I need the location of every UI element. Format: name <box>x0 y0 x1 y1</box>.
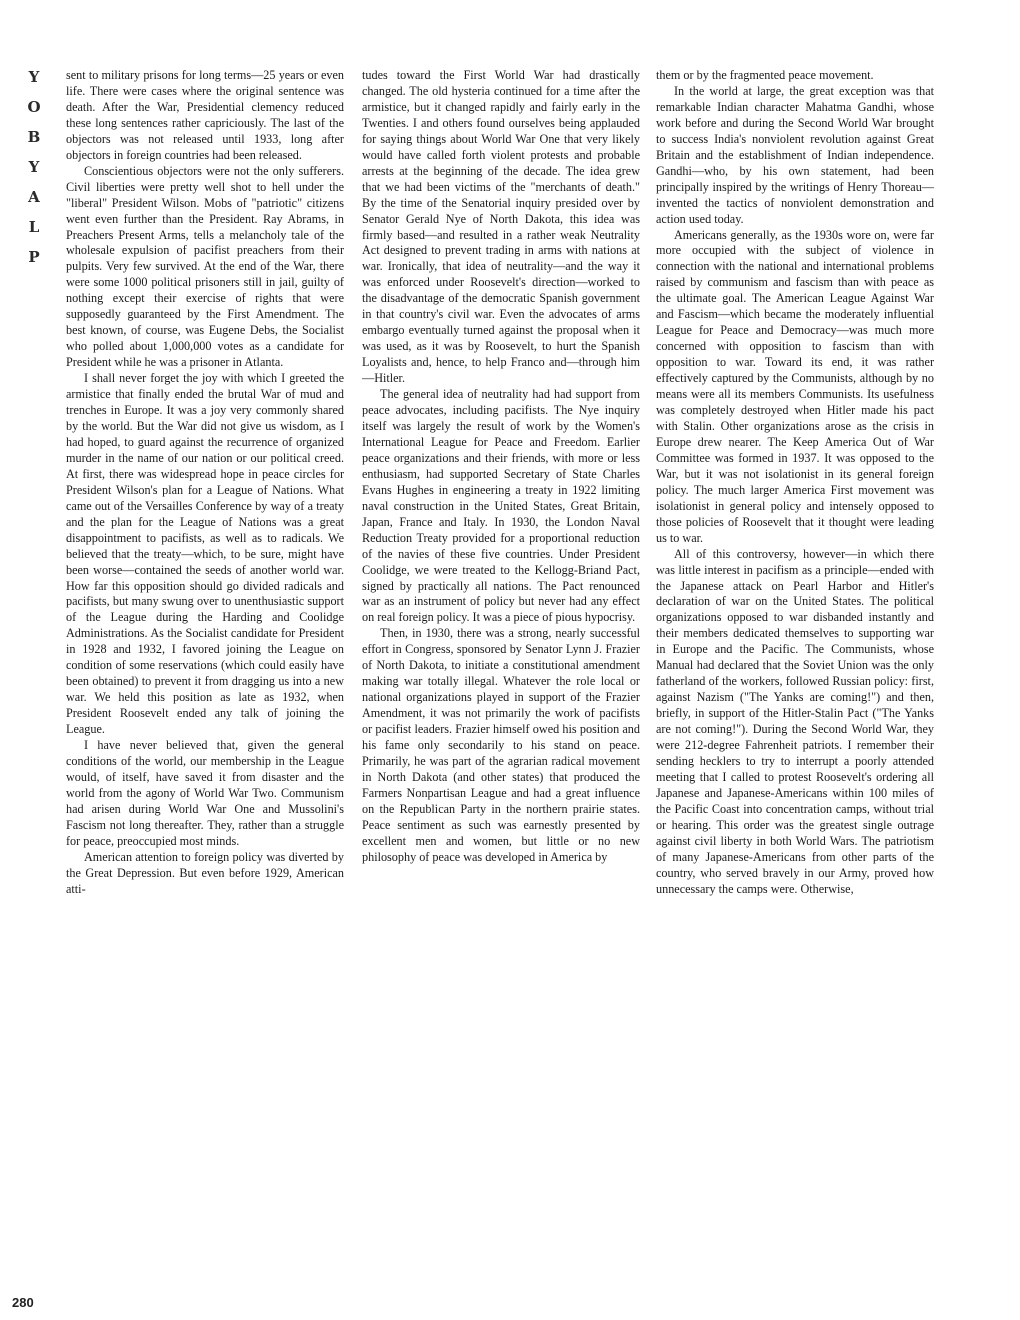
paragraph: American attention to foreign policy was diverted by the Great Depression. But even before 1929, American atti- <box>66 849 344 896</box>
paragraph: Conscientious objectors were not the only sufferers. Civil liberties were pretty well shot to hell under the "liberal" President Wilson. Mobs of "patriotic" citizens went even further than the President. Ray Abrams, in Preachers Present Arms, tells a melancholy tale of the wholesale expulsion of pacifist preachers from their pulpits. Very few survived. At the end of the War, there were some 1000 political prisoners still in jail, guilty of nothing except their exercise of rights that were supposedly guaranteed by the First Amendment. The best known, of course, was Eugene Debs, the Socialist who polled about 1,000,000 votes as a candidate for President while he was a prisoner in Atlanta. <box>66 163 344 370</box>
masthead-letter: B <box>27 128 41 146</box>
masthead-letter: Y <box>28 68 40 86</box>
text-column-1 <box>66 68 344 1308</box>
paragraph: Then, in 1930, there was a strong, nearly successful effort in Congress, sponsored by Senator Lynn J. Frazier of North Dakota, to initiate a constitutional amendment making war totally illegal. Whatever the role local or national organizations played in support of the Frazier Amendment, it was not primarily the work of pacifists or pacifist leaders. Frazier himself owed his position and his fame only secondarily to his stand on peace. Primarily, he was part of the agrarian radical movement in North Dakota (and other states) that produced the Farmers Nonpartisan League and had a great influence on the Republican Party in the northern prairie states. Peace sentiment as such was earnestly presented by excellent men and women, but little or no new philosophy of peace was developed in America by <box>362 626 640 864</box>
magazine-name-vertical <box>24 62 44 272</box>
paragraph: All of this controversy, however—in which there was little interest in pacifism as a principle—ended with the Japanese attack on Pearl Harbor and Hitler's declaration of war on the United States. The political organizations opposed to war disbanded instantly and their members dedicated themselves to supporting war in Europe and the Pacific. The Communists, whose Manual had declared that the Soviet Union was the only fatherland of the workers, followed Russian policy: first, against Nazism ("The Yanks are coming!") and then, briefly, in support of the Hitler-Stalin Pact ("The Yanks are not coming!"). During the Second World War, they were 212-degree Fahrenheit patriots. I remember their sending hecklers to try to interrupt a poorly attended meeting that I called to protest Roosevelt's ordering all Japanese and Japanese-Americans within 100 miles of the Pacific Coast into concentration camps, without trial or hearing. This order was the greatest single outrage against civil liberty in both World Wars. The patriotism of many Japanese-Americans from other parts of the country, who served bravely in our Army, proved how unnecessary the camps were. Otherwise, <box>656 546 934 896</box>
text-column-3 <box>656 68 934 1308</box>
text-column-2 <box>362 68 640 1308</box>
page-number: 280 <box>12 1295 34 1310</box>
masthead-letter: A <box>28 188 40 206</box>
paragraph: I have never believed that, given the general conditions of the world, our membership in the League would, of itself, have saved it from disaster and the world from the agony of World War Two. Communism had arisen during World War One and Mussolini's Fascism not long thereafter. They, rather than a struggle for peace, preoccupied most minds. <box>66 738 344 848</box>
masthead-letter: O <box>27 98 41 116</box>
paragraph: I shall never forget the joy with which I greeted the armistice that finally ended the brutal War of mud and trenches in Europe. It was a joy very commonly shared by the world. But the War did not give us wisdom, as I had hoped, to guard against the recurrence of organized murder in the name of our nation or our political creed. At first, there was widespread hope in peace circles for President Wilson's plan for a League of Nations. What came out of the Versailles Conference by way of a treaty and the plan for the League of Nations was a great disappointment to pacifists, as well as to radicals. We believed that the treaty—which, to be sure, might have been worse—contained the seeds of another world war. How far this opposition should go divided radicals and pacifists, but many swung over to unenthusiastic support of the League during the Harding and Coolidge Administrations. As the Socialist candidate for President in 1928 and 1932, I favored joining the League on condition of some reservations (which could easily have been obtained) to prevent it from dragging us into a new war. We held this position as late as 1932, when President Roosevelt ended any talk of joining the League. <box>66 371 344 737</box>
paragraph: The general idea of neutrality had had support from peace advocates, including pacifists. The Nye inquiry itself was largely the result of work by the Women's International League for Peace and Freedom. Earlier peace organizations and their friends, with more or less enthusiasm, had supported Secretary of State Charles Evans Hughes in engineering a treaty in 1922 limiting naval construction in the United States, Great Britain, Japan, France and Italy. In 1930, the London Naval Reduction Treaty provided for a proportional reduction of the navies of these five countries. Under President Coolidge, we were treated to the Kellogg-Briand Pact, signed by practically all nations. The Pact renounced war as an instrument of policy but never had any effect on real foreign policy. It was a piece of pious hypocrisy. <box>362 387 640 625</box>
paragraph: tudes toward the First World War had drastically changed. The old hysteria continued for a time after the armistice, but it changed rapidly and fairly early in the Twenties. I and others found ourselves being applauded for saying things about World War One that very likely would have called forth violent protests and probable arrests at the beginning of the decade. The idea grew that we had been victims of the "merchants of death." By the time of the Senatorial inquiry presided over by Senator Gerald Nye of North Dakota, this idea was firmly based—and resulted in a rather weak Neutrality Act designed to prevent trading in arms with nations at war. Ironically, that idea of neutrality—and the way it was enforced under Roosevelt's direction—worked to the disadvantage of the democratic Spanish government in that country's civil war. Even the advocates of arms embargo eventually turned against the proposal when it was used, as it was by Roosevelt, to hurt the Spanish Loyalists and, hence, to help Franco and—through him—Hitler. <box>362 68 640 386</box>
masthead-letter: L <box>28 218 40 236</box>
paragraph: sent to military prisons for long terms—25 years or even life. There were cases where the original sentence was death. After the War, Presidential clemency reduced these long sentences rather capriciously. The last of the objectors was not released until 1933, long after objectors in foreign countries had been released. <box>66 68 344 162</box>
paragraph: them or by the fragmented peace movement. <box>656 68 874 82</box>
paragraph: Americans generally, as the 1930s wore on, were far more occupied with the subject of violence in connection with the national and international problems raised by communism and fascism than with peace as the ultimate goal. The American League Against War and Fascism—which became the moderately influential League for Peace and Democracy—was much more concerned with opposition to fascism than with opposition to war. Toward its end, it was rather effectively captured by the Communists, although by no means were all its members Communists. Its usefulness was completely destroyed when Hitler made his pact with Stalin. Other organizations arose as the crisis in Europe drew nearer. The Keep America Out of War Committee was formed in 1937. It was opposed to the War, but it was not isolationist in its general foreign policy. The much larger America First movement was isolationist in general policy and intensely opposed to those policies of Roosevelt that it thought were leading us to war. <box>656 227 934 545</box>
paragraph: In the world at large, the great exception was that remarkable Indian character Mahatma Gandhi, whose work before and during the Second World War brought to success India's nonviolent revolution against Great Britain and the establishment of Indian independence. Gandhi—who, by his own statement, had been principally inspired by the writings of Henry Thoreau—invented the tactics of nonviolent demonstration and action used today. <box>656 83 934 226</box>
masthead-letter: Y <box>28 158 40 176</box>
masthead-letter: P <box>28 248 40 266</box>
